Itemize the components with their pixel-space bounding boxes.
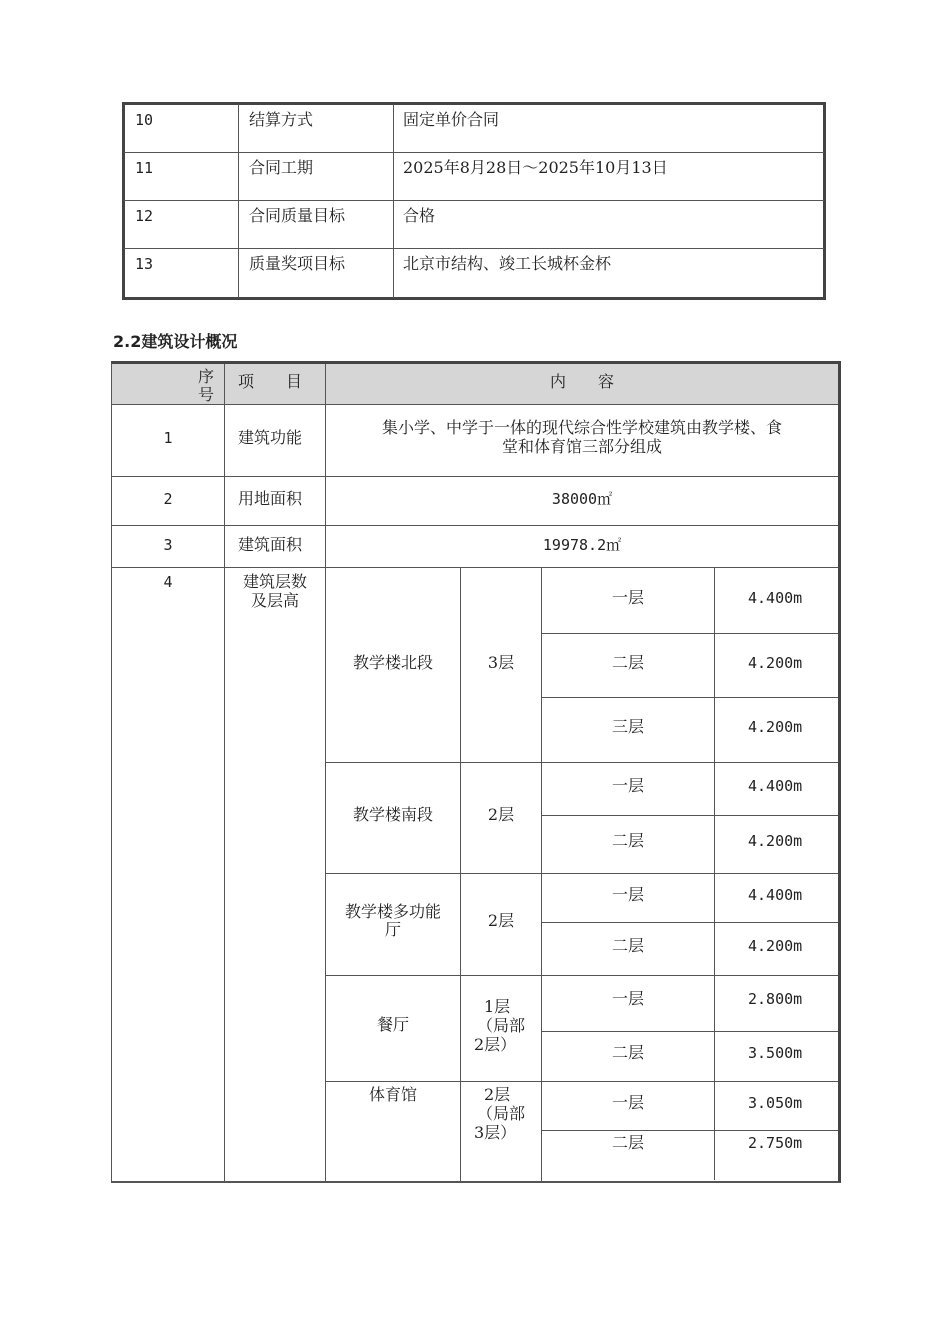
row-content: 38000㎡ [551, 490, 613, 508]
level-label: 一层 [611, 776, 644, 795]
level-divider [541, 1031, 838, 1032]
row-number: 2 [163, 490, 173, 508]
header-no-line1: 序 [198, 367, 215, 386]
row-divider [124, 200, 824, 201]
row-content-line2: 堂和体育馆三部分组成 [501, 437, 662, 456]
level-height: 2.800m [748, 990, 803, 1008]
row-content: 19978.2㎡ [542, 536, 622, 554]
level-divider [541, 697, 838, 698]
section-heading: 2.2建筑设计概况 [113, 332, 238, 351]
row-content: 合格 [403, 206, 436, 225]
level-height: 4.200m [748, 832, 803, 850]
level-label: 二层 [611, 1133, 644, 1152]
row-number: 3 [163, 536, 173, 554]
level-label: 二层 [611, 653, 644, 672]
col-divider [238, 104, 239, 298]
floor-count-line1: 2层 [484, 1085, 511, 1104]
group-divider [325, 975, 838, 976]
floor-count-line2: （局部 [477, 1104, 526, 1123]
level-label: 二层 [611, 1043, 644, 1062]
level-divider [541, 815, 838, 816]
level-height: 3.050m [748, 1094, 803, 1112]
row-item: 质量奖项目标 [249, 254, 346, 273]
building-name: 体育馆 [368, 1085, 417, 1104]
level-height: 3.500m [748, 1044, 803, 1062]
header-content: 内 容 [549, 372, 614, 391]
row-number: 4 [163, 573, 173, 591]
level-height: 4.400m [748, 777, 803, 795]
header-item: 项 目 [238, 372, 303, 391]
level-height: 2.750m [748, 1134, 803, 1152]
row-content: 固定单价合同 [403, 110, 500, 129]
row-item: 结算方式 [249, 110, 314, 129]
row-content-line1: 集小学、中学于一体的现代综合性学校建筑由教学楼、食 [381, 418, 782, 437]
col-divider [714, 568, 715, 1180]
row-item-line1: 建筑层数 [242, 572, 307, 591]
floor-count-line2: （局部 [477, 1016, 526, 1035]
design-table-border [111, 361, 841, 1183]
level-label: 一层 [611, 885, 644, 904]
floor-count-line3: 3层） [474, 1123, 517, 1142]
group-divider [325, 762, 838, 763]
row-content: 北京市结构、竣工长城杯金杯 [403, 254, 612, 273]
row-item-line2: 及层高 [250, 591, 299, 610]
building-name: 教学楼南段 [352, 805, 433, 824]
floor-count-line1: 1层 [484, 997, 511, 1016]
group-divider [325, 1081, 838, 1082]
row-item: 合同工期 [249, 158, 314, 177]
row-number: 10 [135, 111, 154, 129]
row-item: 建筑功能 [238, 428, 303, 447]
level-height: 4.200m [748, 654, 803, 672]
row-number: 13 [135, 255, 154, 273]
level-divider [541, 922, 838, 923]
level-divider [541, 1130, 838, 1131]
row-number: 1 [163, 429, 173, 447]
floor-count: 3层 [487, 653, 515, 672]
building-name-line1: 教学楼多功能 [344, 902, 441, 921]
row-divider [112, 525, 838, 526]
floor-count: 2层 [487, 911, 515, 930]
group-divider [325, 873, 838, 874]
level-height: 4.200m [748, 937, 803, 955]
row-number: 11 [135, 159, 154, 177]
floor-count: 2层 [487, 805, 515, 824]
col-divider [224, 364, 225, 1181]
level-divider [541, 633, 838, 634]
level-height: 4.400m [748, 886, 803, 904]
building-name-line2: 厅 [384, 920, 401, 939]
row-content: 2025年8月28日～2025年10月13日 [403, 158, 668, 177]
level-label: 二层 [611, 936, 644, 955]
level-height: 4.200m [748, 718, 803, 736]
row-divider [124, 152, 824, 153]
level-label: 一层 [611, 1093, 644, 1112]
row-item: 用地面积 [238, 489, 303, 508]
level-label: 三层 [611, 717, 644, 736]
floor-count-line3: 2层） [474, 1035, 517, 1054]
building-name: 餐厅 [376, 1015, 409, 1034]
building-name: 教学楼北段 [352, 653, 433, 672]
row-item: 合同质量目标 [249, 206, 346, 225]
level-height: 4.400m [748, 589, 803, 607]
header-no-line2: 号 [198, 385, 215, 404]
row-number: 12 [135, 207, 154, 225]
col-divider [325, 364, 326, 1181]
row-item: 建筑面积 [238, 535, 303, 554]
row-divider [124, 248, 824, 249]
row-divider [112, 567, 838, 568]
level-label: 一层 [611, 588, 644, 607]
row-divider [112, 476, 838, 477]
col-divider [393, 104, 394, 298]
level-label: 二层 [611, 831, 644, 850]
level-label: 一层 [611, 989, 644, 1008]
row-divider [112, 404, 838, 405]
